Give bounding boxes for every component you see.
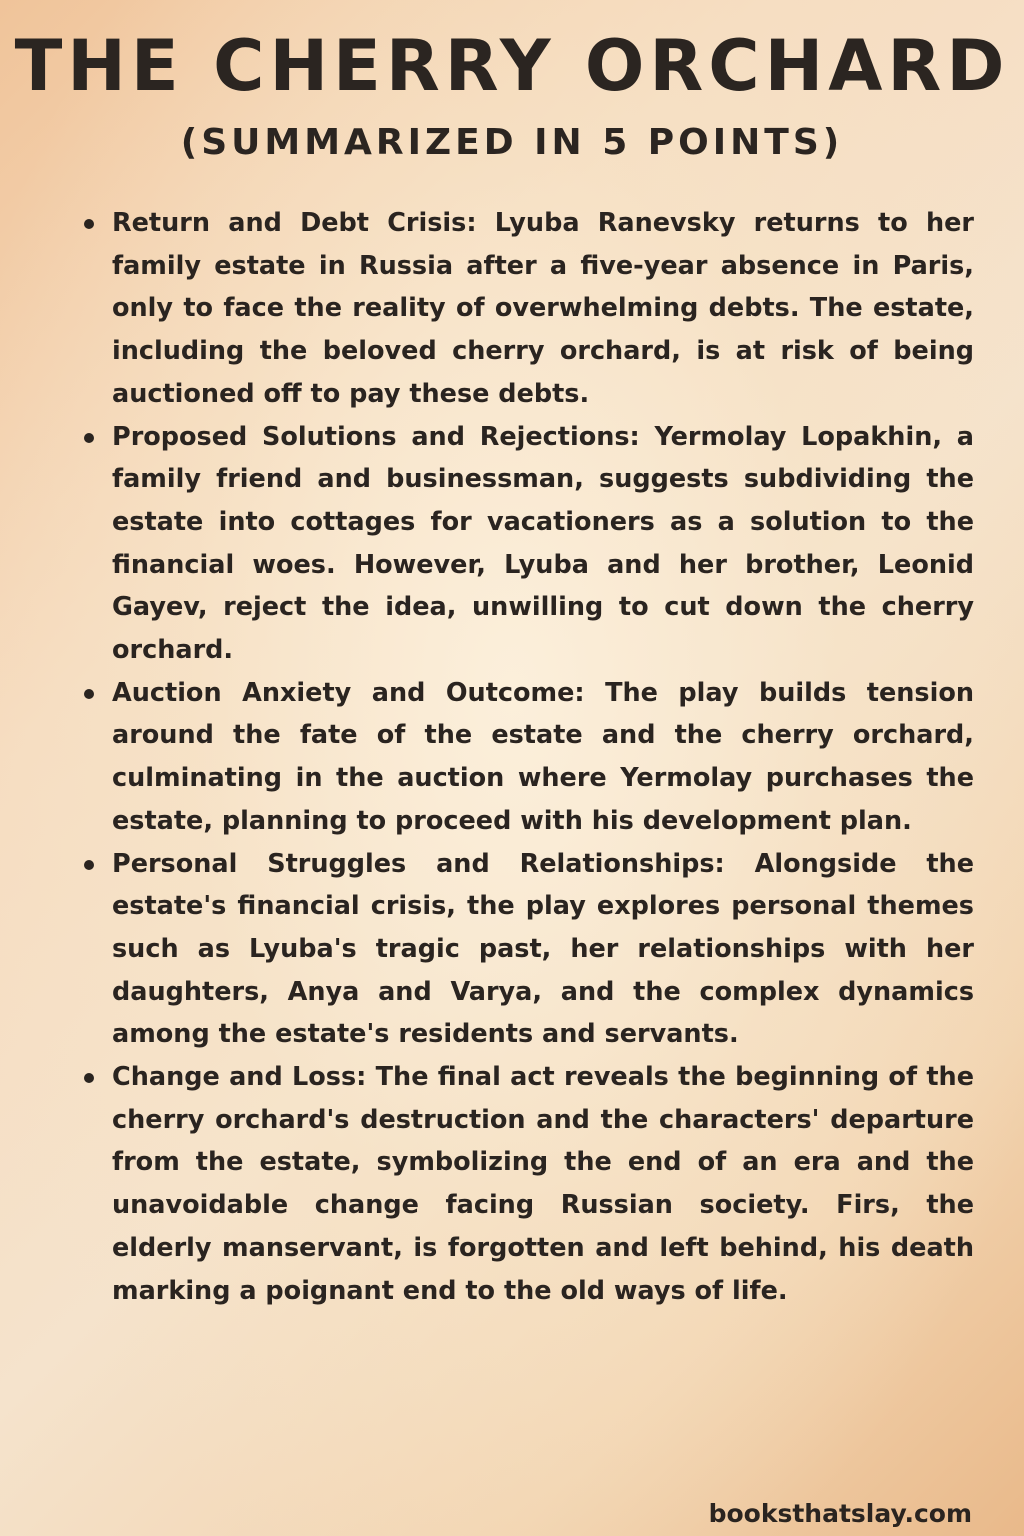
website-credit: booksthatslay.com xyxy=(708,1499,972,1528)
list-item xyxy=(82,416,974,672)
list-item xyxy=(82,843,974,1057)
bullet-icon xyxy=(84,860,94,870)
point-text: Return and Debt Crisis: Lyuba Ranevsky returns to her family estate in Russia after a five-year absence in Paris, only to face the reality of overwhelming debts. The estate, including the beloved cherry orchard, is at risk of being auctioned off to pay these debts. xyxy=(112,208,974,409)
point-text: Change and Loss: The final act reveals the beginning of the cherry orchard's destruction and the characters' departure from the estate, symbolizing the end of an era and the unavoidable change facing Russian society. Firs, the elderly manservant, is forgotten and left behind, his death marking a poignant end to the old ways of life. xyxy=(112,1062,974,1306)
point-text: Personal Struggles and Relationships: Alongside the estate's financial crisis, the play explores personal themes such as Lyuba's tragic past, her relationships with her daughters, Anya and Varya, and the complex dynamics among the estate's residents and servants. xyxy=(112,848,974,1050)
list-item xyxy=(82,1056,974,1312)
page-title: THE CHERRY ORCHARD xyxy=(14,25,1010,107)
page-subtitle: (SUMMARIZED IN 5 POINTS) xyxy=(180,122,844,163)
list-item xyxy=(82,672,974,843)
bullet-icon xyxy=(84,1073,94,1083)
bullet-icon xyxy=(84,433,94,443)
summary-points-list xyxy=(82,202,974,1312)
bullet-icon xyxy=(84,689,94,699)
point-text: Proposed Solutions and Rejections: Yermolay Lopakhin, a family friend and businessman, suggests subdividing the estate into cottages for vacationers as a solution to the financial woes. However, Lyuba and her brother, Leonid Gayev, reject the idea, unwilling to cut down the cherry orchard. xyxy=(112,421,974,666)
point-text: Auction Anxiety and Outcome: The play builds tension around the fate of the estate and the cherry orchard, culminating in the auction where Yermolay purchases the estate, planning to proceed with his development plan. xyxy=(112,677,974,836)
bullet-icon xyxy=(84,219,94,229)
list-item xyxy=(82,202,974,416)
